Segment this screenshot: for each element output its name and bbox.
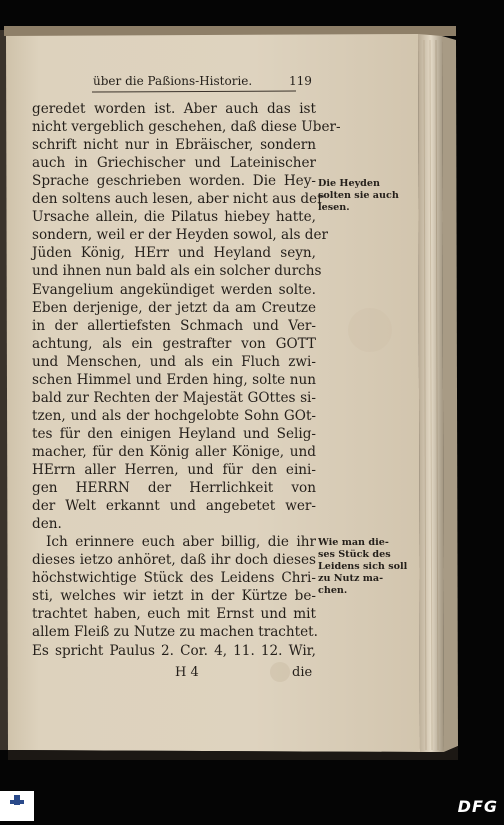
body-line: Ich erinnere euch aber billig, die ihr: [46, 534, 316, 551]
marginal-note-line: solten sie auch: [318, 190, 399, 201]
body-line: tes für den einigen Heyland und Selig-: [32, 425, 316, 442]
body-line: geredet worden ist. Aber auch das ist: [32, 101, 316, 117]
page-number: 119: [289, 74, 312, 88]
signature-mark: H 4: [175, 665, 199, 680]
catchword: die: [292, 665, 313, 680]
running-head: über die Paßions-Historie.: [93, 74, 253, 88]
body-line: der Welt erkannt und angebetet wer-: [32, 498, 316, 515]
dfg-logo: DFG: [457, 797, 498, 816]
body-line: Sprache geschrieben worden. Die Hey-: [32, 173, 316, 190]
body-line: macher, für den König aller Könige, und: [32, 443, 316, 460]
body-line: Ursache allein, die Pilatus hiebey hatte,: [32, 209, 316, 226]
body-line: schen Himmel und Erden hing, solte nun: [32, 371, 316, 388]
body-line: höchstwichtige Stück des Leidens Chri-: [32, 570, 316, 587]
body-line: Eben derjenige, der jetzt da am Creutze: [32, 299, 316, 316]
marginal-note-line: Die Heyden: [318, 178, 380, 189]
marginal-note-line: Wie man die-: [318, 537, 389, 548]
body-line: achtung, als ein gestrafter von GOTT: [32, 335, 316, 352]
marginal-note-line: zu Nutz ma-: [318, 573, 384, 584]
body-line: den soltens auch lesen, aber nicht aus der: [32, 191, 324, 208]
body-line: HErrn aller Herren, und für den eini-: [32, 462, 316, 478]
body-line: nicht vergeblich geschehen, daß diese Uber-: [32, 119, 341, 136]
body-line: trachtet haben, euch mit Ernst und mit: [32, 606, 316, 623]
body-line: auch in Griechischer und Lateinischer: [32, 155, 316, 172]
body-line: dieses ietzo anhöret, daß ihr doch dieses: [32, 552, 316, 569]
body-line: den.: [32, 516, 62, 533]
body-line: Evangelium angekündiget werden solte.: [32, 281, 316, 298]
marginal-note-line: lesen.: [318, 202, 350, 213]
body-line: bald zur Rechten der Majestät GOttes si-: [32, 389, 316, 406]
body-line: sti, welches wir ietzt in der Kürtze be-: [32, 588, 316, 605]
marginal-note-line: Leidens sich soll: [318, 561, 408, 572]
marginal-note-line: chen.: [318, 585, 348, 596]
body-line: gen HERRN der Herrlichkeit von: [32, 480, 316, 497]
body-line: in der allertiefsten Schmach und Ver-: [32, 317, 316, 334]
body-line: Jüden König, HErr und Heyland seyn,: [32, 245, 316, 262]
body-line: und ihnen nun bald als ein solcher durchs: [32, 263, 322, 280]
body-line: sondern, weil er der Heyden sowol, als der: [32, 227, 329, 244]
library-logo: [0, 791, 34, 821]
body-line: und Menschen, und als ein Fluch zwi-: [32, 353, 316, 370]
marginal-note-line: ses Stück des: [318, 549, 391, 560]
body-line: Es spricht Paulus 2. Cor. 4, 11. 12. Wir,: [32, 642, 316, 659]
body-line: schrift nicht nur in Ebräischer, sondern: [32, 137, 316, 154]
body-line: tzen, und als der hochgelobte Sohn GOt-: [32, 407, 316, 424]
body-line: allem Fleiß zu Nutze zu machen trachtet.: [32, 624, 318, 641]
